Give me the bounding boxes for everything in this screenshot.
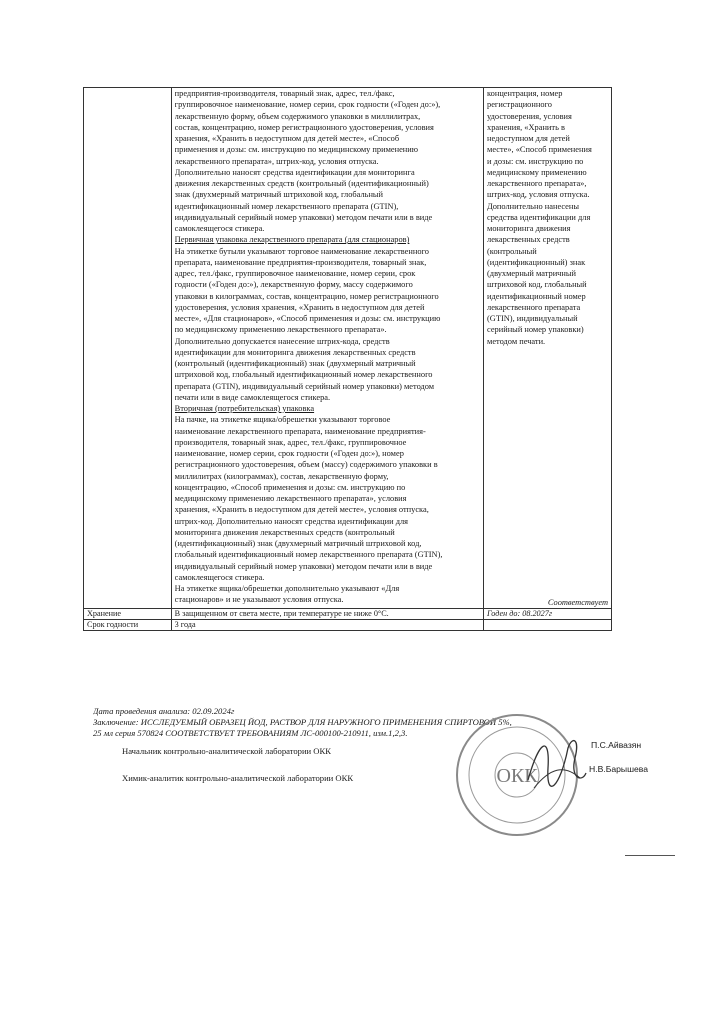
- text-line: печати или в виде самоклеящегося стикера.: [174, 392, 331, 402]
- text-line: мониторинга движения: [487, 224, 571, 233]
- text-line: хранения, «Хранить в: [487, 122, 565, 132]
- text-line: месте», «Способ применения: [487, 145, 592, 155]
- text-line: месте», «Для стационаров», «Способ применения и дозы: см. инструкцию: [174, 314, 441, 323]
- chemist-title: Химик-аналитик контрольно-аналитической лаборатории ОКК: [122, 773, 354, 783]
- text-line: хранения, «Хранить в недоступном для детей месте», условия отпуска,: [174, 505, 429, 515]
- text-line: (GTIN), индивидуальный: [487, 314, 578, 323]
- text-line: методом печати.: [487, 336, 546, 346]
- requirements-table: [83, 87, 612, 631]
- spacer: [487, 347, 608, 597]
- text-line: Вторичная (потребительская) упаковка: [174, 404, 315, 413]
- text-line: индивидуальный серийный номер упаковки) методом печати или в виде: [174, 561, 433, 571]
- text-line: знак (двухмерный матричный штриховой код, глобальный: [174, 190, 384, 200]
- text-line: идентификационный номер лекарственного препарата (GTIN),: [174, 201, 399, 211]
- packaging-requirements-cell: [171, 88, 483, 609]
- text-line: штриховой код, глобальный идентификационный номер лекарственного: [174, 370, 433, 380]
- text-line: лекарственного препарата»,: [487, 179, 587, 188]
- text-line: наименование, номер серии, срок годности («Годен до:»), номер: [174, 449, 404, 458]
- text-line: штрих-код. Дополнительно наносят средства идентификации для: [174, 516, 408, 526]
- packaging-row: [84, 88, 612, 609]
- text-line: движения лекарственных средств (контрольный (идентификационный): [174, 179, 429, 188]
- storage-label: Хранение: [84, 609, 172, 620]
- text-line: мониторинга движения лекарственных средств (контрольный: [174, 527, 395, 537]
- text-line: (двухмерный матричный: [487, 269, 576, 278]
- packaging-conclusion: Соответствует: [547, 597, 608, 607]
- text-line: хранения, «Хранить в недоступном для детей месте», «Способ: [174, 134, 400, 143]
- storage-result: Годен до: 08.2027г: [484, 609, 612, 620]
- text-line: Первичная упаковка лекарственного препарата (для стационаров): [174, 235, 410, 245]
- text-line: концентрацию, «Способ применения и дозы: см. инструкцию по: [174, 482, 406, 492]
- analysis-series: 25 мл серия 570824 СООТВЕТСТВУЕТ ТРЕБОВАНИЯМ ЛС-000100-210911, изм.1,2,3.: [93, 728, 408, 738]
- text-line: самоклеящегося стикера.: [174, 572, 265, 582]
- shelf-life-label: Срок годности: [84, 620, 172, 631]
- head-name: П.С.Айвазян: [591, 740, 642, 750]
- text-line: серийный номер упаковки): [487, 325, 584, 335]
- text-line: глобальный идентификационный номер лекарственного препарата (GTIN),: [174, 550, 443, 560]
- signature-icon: [520, 728, 590, 798]
- text-line: миллилитрах (килограммах), состав, лекарственную форму,: [174, 471, 389, 481]
- text-line: лекарственного препарата», штрих-код, условия отпуска.: [174, 156, 379, 166]
- text-line: идентификационный номер: [487, 291, 586, 301]
- text-line: На пачке, на этикетке ящика/обрешетки указывают торговое: [174, 415, 391, 425]
- text-line: штрих-код, условия отпуска.: [487, 190, 590, 200]
- text-line: медицинскому применению: [487, 167, 587, 177]
- text-line: штриховой код, глобальный: [487, 280, 587, 290]
- text-line: наименование лекарственного препарата, наименование предприятия-: [174, 426, 426, 436]
- text-line: годности («Годен до:»), лекарственную форму, массу содержимого: [174, 280, 413, 290]
- text-line: идентификации для мониторинга движения лекарственных средств: [174, 347, 416, 357]
- stamp-text: ОКК: [496, 765, 538, 787]
- storage-row: [84, 609, 612, 620]
- text-line: предприятия-производителя, товарный знак, адрес, тел./факс,: [174, 89, 395, 98]
- text-line: и дозы: см. инструкцию по: [487, 156, 584, 166]
- text-line: адрес, тел./факс, группировочное наименование, номер серии, срок: [174, 269, 416, 278]
- text-line: недоступном для детей: [487, 134, 570, 143]
- text-line: упаковки в килограммах, состав, концентрацию, номер регистрационного: [174, 291, 439, 301]
- text-line: На этикетке ящика/обрешетки дополнительно указывают «Для: [174, 584, 400, 593]
- text-line: (контрольный (идентификационный) знак (двухмерный матричный: [174, 359, 416, 368]
- text-line: удостоверения, условия: [487, 111, 572, 121]
- packaging-results-cell: [484, 88, 612, 609]
- text-line: (идентификационный) знак: [487, 257, 586, 267]
- text-line: (идентификационный) знак (двухмерный матричный штриховой код,: [174, 539, 422, 548]
- text-line: лекарственную форму, объем содержимого упаковки в миллилитрах,: [174, 111, 421, 121]
- text-line: стационаров» и не указывают условия отпуска.: [174, 595, 344, 605]
- text-line: Дополнительно допускается нанесение штрих-кода, средств: [174, 336, 390, 346]
- text-line: самоклеящегося стикера.: [174, 224, 265, 233]
- shelf-life-row: [84, 620, 612, 631]
- text-line: концентрация, номер: [487, 89, 563, 98]
- text-line: медицинскому применению лекарственного препарата», условия: [174, 494, 407, 503]
- text-line: регистрационного: [487, 100, 552, 110]
- text-line: группировочное наименование, номер серии, срок годности («Годен до:»),: [174, 100, 441, 110]
- text-line: по медицинскому применению лекарственного препарата».: [174, 325, 387, 335]
- text-line: препарата, наименование предприятия-производителя, товарный знак,: [174, 257, 427, 267]
- head-title: Начальник контрольно-аналитической лаборатории ОКК: [122, 746, 331, 756]
- margin-mark: [625, 855, 675, 856]
- text-line: индивидуальный серийный номер упаковки) методом печати или в виде: [174, 212, 433, 222]
- text-line: препарата (GTIN), индивидуальный серийный номер упаковки) методом: [174, 381, 435, 391]
- text-line: применения и дозы: см. инструкцию по медицинскому применению: [174, 145, 419, 155]
- chemist-name: Н.В.Барышева: [589, 764, 649, 774]
- text-line: состав, концентрацию, номер регистрационного удостоверения, условия: [174, 122, 434, 132]
- shelf-life-result: [484, 620, 612, 631]
- text-line: регистрационного удостоверения, объем (массу) содержимого упаковки в: [174, 460, 438, 470]
- text-line: (контрольный: [487, 246, 537, 256]
- storage-requirement: В защищенном от света месте, при температуре не ниже 0°С.: [171, 609, 483, 620]
- text-line: На этикетке бутыли указывают торговое наименование лекарственного: [174, 246, 429, 256]
- text-line: удостоверения, условия хранения, «Хранить в недоступном для детей: [174, 302, 425, 312]
- shelf-life-value: 3 года: [171, 620, 483, 631]
- text-line: средства идентификации для: [487, 212, 591, 222]
- section-label-cell: [84, 88, 172, 609]
- text-line: лекарственного препарата: [487, 302, 581, 312]
- analysis-date: Дата проведения анализа: 02.09.2024г: [93, 706, 235, 716]
- analysis-conclusion: Заключение: ИССЛЕДУЕМЫЙ ОБРАЗЕЦ ЙОД, РАСТВОР ДЛЯ НАРУЖНОГО ПРИМЕНЕНИЯ СПИРТОВОЙ 5%,: [93, 717, 512, 727]
- text-line: производителя, товарный знак, адрес, тел./факс, группировочное: [174, 437, 407, 447]
- text-line: Дополнительно нанесены: [487, 201, 580, 211]
- text-line: Дополнительно наносят средства идентификации для мониторинга: [174, 167, 415, 177]
- text-line: лекарственных средств: [487, 235, 570, 245]
